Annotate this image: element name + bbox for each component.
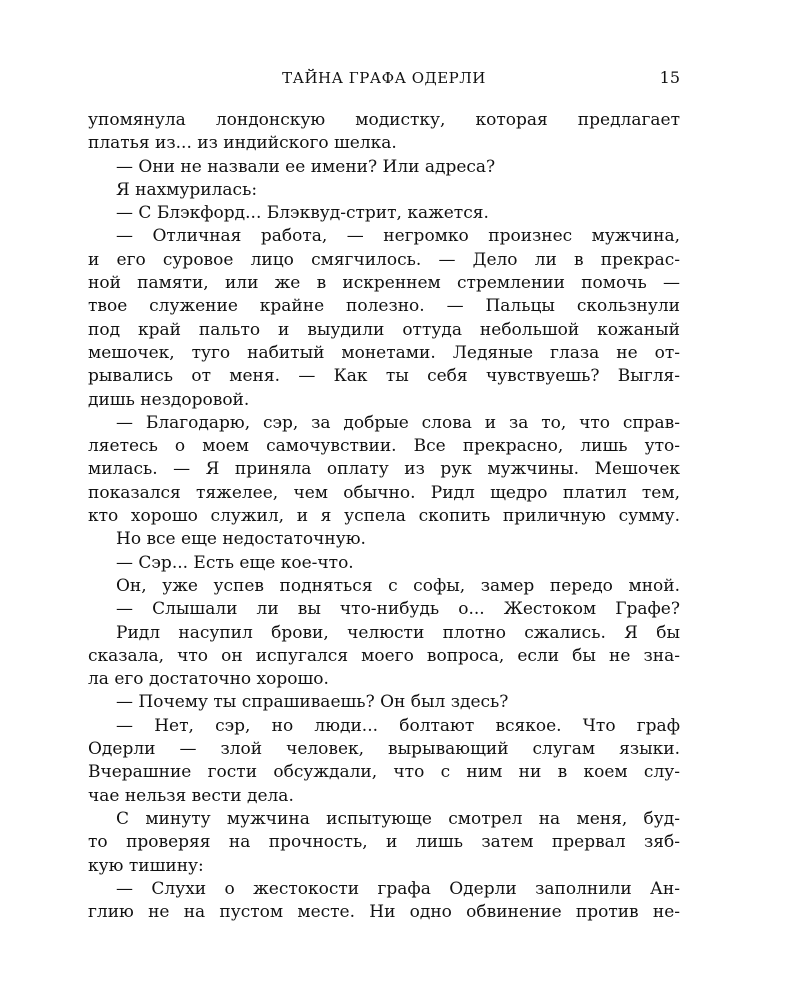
text-line: Вчерашние гости обсуждали, что с ним ни в коем слу-: [88, 762, 680, 783]
text-line: то проверяя на прочность, и лишь затем прервал зяб-: [88, 832, 680, 853]
text-line: дишь нездоровой.: [88, 389, 250, 410]
text-line: — Нет, сэр, но люди... болтают всякое. Что граф: [116, 715, 680, 736]
text-line: — Слышали ли вы что-нибудь о... Жестоком Графе?: [116, 599, 680, 620]
running-head: [88, 66, 680, 90]
text-line: показался тяжелее, чем обычно. Ридл щедро платил тем,: [88, 482, 680, 503]
text-line: Но все еще недостаточную.: [116, 529, 366, 550]
text-line: рывались от меня. — Как ты себя чувствуешь? Выгля-: [88, 366, 680, 387]
text-line: — Слухи о жестокости графа Одерли заполнили Ан-: [116, 878, 680, 899]
text-line: милась. — Я приняла оплату из рук мужчины. Мешочек: [88, 459, 680, 480]
text-line: С минуту мужчина испытующе смотрел на меня, буд-: [116, 808, 680, 829]
text-line: и его суровое лицо смягчилось. — Дело ли в прекрас-: [88, 249, 680, 270]
text-line: ла его достаточно хорошо.: [88, 669, 329, 690]
text-line: — Почему ты спрашиваешь? Он был здесь?: [116, 692, 509, 713]
text-line: глию не на пустом месте. Ни одно обвинение против не-: [88, 902, 680, 923]
body-text: [88, 109, 680, 924]
text-line: кую тишину:: [88, 855, 204, 876]
running-title: ТАЙНА ГРАФА ОДЕРЛИ: [282, 69, 486, 87]
text-line: — Сэр... Есть еще кое-что.: [116, 552, 354, 573]
text-line: твое служение крайне полезно. — Пальцы скользнули: [88, 296, 680, 317]
text-line: Одерли — злой человек, вырывающий слугам языки.: [88, 739, 680, 760]
text-line: под край пальто и выудили оттуда небольшой кожаный: [88, 319, 680, 340]
text-line: — С Блэкфорд... Блэквуд-стрит, кажется.: [116, 203, 489, 224]
page-number: 15: [659, 68, 680, 87]
text-line: кто хорошо служил, и я успела скопить приличную сумму.: [88, 506, 680, 527]
text-line: ляетесь о моем самочувствии. Все прекрасно, лишь уто-: [88, 436, 680, 457]
text-line: мешочек, туго набитый монетами. Ледяные глаза не от-: [88, 342, 680, 363]
text-line: Он, уже успев подняться с софы, замер передо мной.: [116, 575, 680, 596]
text-line: сказала, что он испугался моего вопроса, если бы не зна-: [88, 645, 680, 666]
text-line: — Они не назвали ее имени? Или адреса?: [116, 156, 496, 177]
text-line: чае нельзя вести дела.: [88, 785, 294, 806]
text-line: упомянула лондонскую модистку, которая предлагает: [88, 110, 680, 130]
text-line: Ридл насупил брови, челюсти плотно сжались. Я бы: [116, 622, 680, 643]
text-line: Я нахмурилась:: [116, 179, 258, 200]
text-line: — Благодарю, сэр, за добрые слова и за то, что справ-: [116, 412, 680, 433]
text-line: платья из... из индийского шелка.: [88, 133, 397, 154]
text-line: — Отличная работа, — негромко произнес мужчина,: [116, 226, 680, 247]
text-line: ной памяти, или же в искреннем стремлении помочь —: [88, 273, 680, 294]
